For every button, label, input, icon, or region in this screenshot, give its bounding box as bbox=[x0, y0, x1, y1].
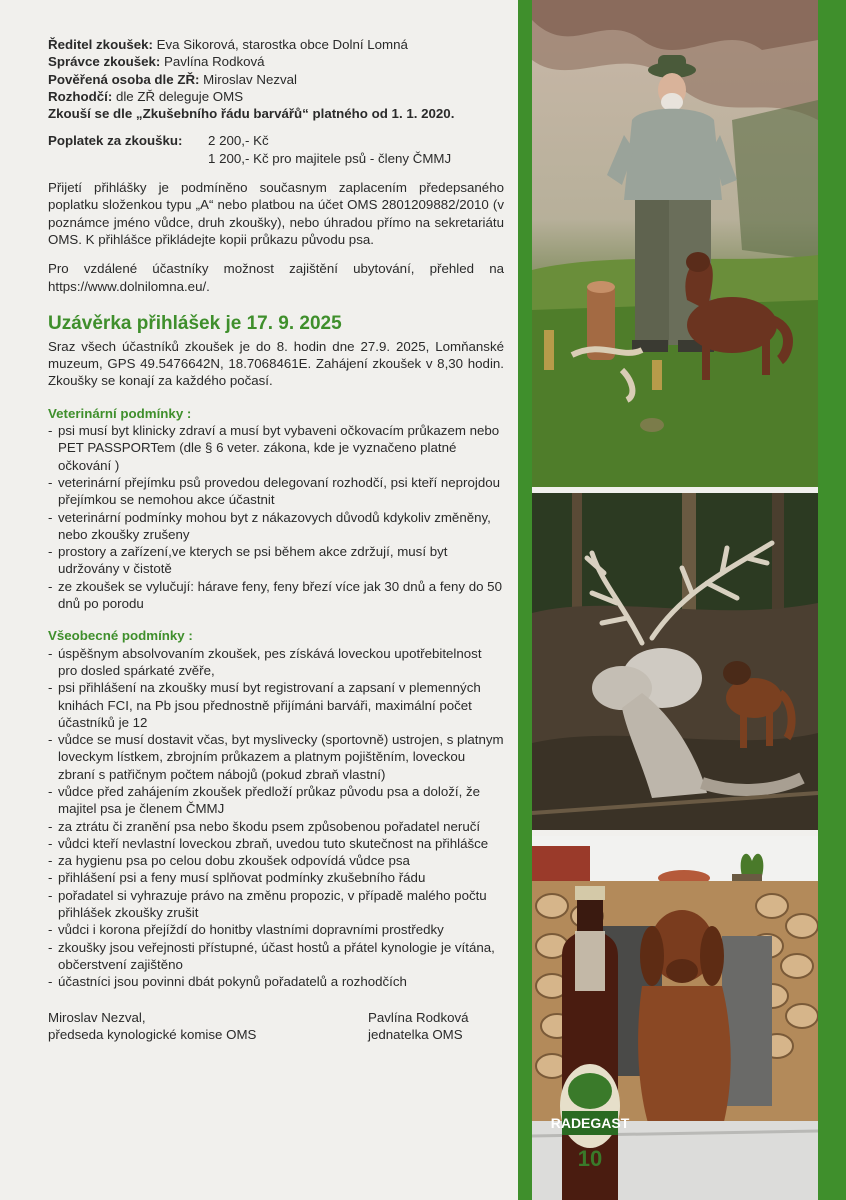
man-with-dog-photo bbox=[532, 0, 818, 487]
list-item: - vůdce se musí dostavit včas, byt myslivecky (sportovně) ustrojen, s platnym loveckym lístkem, zbrojním průkazem a platnym pojištěním, loveckou zbraní s patřičnym počtem nábojů (pokud zbraň vlastní) bbox=[48, 731, 504, 783]
deadline-headline: Uzávěrka přihlášek je 17. 9. 2025 bbox=[48, 312, 342, 334]
list-item: - vůdce před zahájením zkoušek předloží průkaz původu psa a doloží, že majitel psa je členem ČMMJ bbox=[48, 783, 504, 818]
fee-block bbox=[48, 132, 504, 167]
list-item: - vůdci kteří nevlastní loveckou zbraň, uvedou tuto skutečnost na přihlášce bbox=[48, 835, 504, 852]
judges-value: dle ZŘ deleguje OMS bbox=[112, 88, 244, 104]
manager-value: Pavlína Rodková bbox=[160, 54, 265, 70]
manager-line bbox=[48, 53, 504, 70]
list-item: - zkoušky jsou veřejnosti přístupné, účast hostů a přátel kynologie je vítána, občerstvení zajištěno bbox=[48, 939, 504, 974]
list-item: - veterinární podmínky mohou byt z nákazovych důvodů kdykoliv změněny, nebo zkoušky zrušeny bbox=[48, 509, 504, 544]
accommodation-paragraph: Pro vzdálené účastníky možnost zajištění ubytování, přehled na https://www.dolnilomna.eu/. bbox=[48, 261, 504, 294]
signature-left bbox=[48, 1009, 368, 1044]
general-title: Všeobecné podmínky : bbox=[48, 628, 193, 644]
fee-members: 1 200,- Kč pro majitele psů - členy ČMMJ bbox=[208, 150, 452, 166]
director-label: Ředitel zkoušek: bbox=[48, 37, 153, 52]
deadline-paragraph: Sraz všech účastníků zkoušek je do 8. hodin dne 27.9. 2025, Lomňanské muzeum, GPS 49.5476642N, 18.7068461E. Zahájení zkoušek v 8,30 hodin. Zkoušky se konají za každého počasí. bbox=[48, 338, 504, 389]
signature-left-role: předseda kynologické komise OMS bbox=[48, 1026, 257, 1042]
green-stripe-left bbox=[518, 0, 532, 1200]
list-item: - pořadatel si vyhrazuje právo na změnu propozic, v případě malého počtu přihlášek zkoušky zrušit bbox=[48, 887, 504, 922]
director-line bbox=[48, 36, 504, 53]
red-deer-stag-with-dog-photo bbox=[532, 493, 818, 830]
bottle-label-brand: RADEGAST bbox=[550, 1115, 630, 1131]
list-item: - vůdci i korona přejíždí do honitby vlastními dopravními prostředky bbox=[48, 921, 504, 938]
judges-line bbox=[48, 88, 504, 105]
dog-with-beer-bottle-photo bbox=[532, 836, 818, 1200]
signatures bbox=[48, 1009, 504, 1044]
document-body bbox=[48, 36, 504, 1043]
signature-right-name: Pavlína Rodková bbox=[368, 1009, 469, 1025]
director-value: Eva Sikorová, starostka obce Dolní Lomná bbox=[152, 37, 408, 52]
list-item: - účastníci jsou povinni dbát pokynů pořadatelů a rozhodčích bbox=[48, 973, 504, 990]
manager-label: Správce zkoušek: bbox=[48, 54, 161, 70]
delegate-value: Miroslav Nezval bbox=[199, 71, 298, 87]
list-item: - za hygienu psa po celou dobu zkoušek odpovídá vůdce psa bbox=[48, 852, 504, 869]
list-item: - psi přihlášení na zkoušky musí byt registrovaní a zapsaní v plemenných knihách FCI, na Pb jsou přednostně přijímáni barváři, maximální počet účastníků je 12 bbox=[48, 679, 504, 731]
veterinary-list bbox=[48, 422, 504, 612]
general-list bbox=[48, 645, 504, 991]
delegate-label: Pověřená osoba dle ZŘ: bbox=[48, 71, 200, 87]
signature-right bbox=[368, 1009, 469, 1044]
list-item: - veterinární přejímku psů provedou delegovaní rozhodčí, psi kteří neprojdou přejímkou se nemohou akce účastnit bbox=[48, 474, 504, 509]
bottle-label-number: 10 bbox=[577, 1146, 603, 1171]
fee-standard: 2 200,- Kč bbox=[208, 133, 269, 149]
signature-right-role: jednatelka OMS bbox=[368, 1026, 463, 1042]
green-stripe-right bbox=[818, 0, 846, 1200]
fee-label: Poplatek za zkoušku: bbox=[48, 133, 183, 149]
list-item: - psi musí byt klinicky zdraví a musí byt vybaveni očkovacím průkazem nebo PET PASSPORTem (dle § 6 veter. zákona, kde je vyznačeno platné očkování ) bbox=[48, 422, 504, 474]
judges-label: Rozhodčí: bbox=[48, 88, 113, 104]
list-item: - přihlášení psi a feny musí splňovat podmínky zkušebního řádu bbox=[48, 869, 504, 886]
veterinary-title: Veterinární podmínky : bbox=[48, 405, 192, 421]
list-item: - ze zkoušek se vylučují: hárave feny, feny březí více jak 30 dnů a feny do 50 dnů po porodu bbox=[48, 578, 504, 613]
list-item: - prostory a zařízení,ve kterych se psi během akce zdržují, musí byt udržovány v čistotě bbox=[48, 543, 504, 578]
list-item: - úspěšnym absolvovaním zkoušek, pes získává loveckou upotřebitelnost pro dosled spárkaté zvěře, bbox=[48, 645, 504, 680]
list-item: - za ztrátu či zranění psa nebo škodu psem způsobenou pořadatel neručí bbox=[48, 818, 504, 835]
signature-left-name: Miroslav Nezval, bbox=[48, 1009, 146, 1025]
payment-paragraph: Přijetí přihlášky je podmíněno současnym zaplacením předepsaného poplatku složenkou typu „A“ nebo platbou na účet OMS 2801209882/2010 (v poznámce jméno vůdce, druh zkoušky), nebo úhradou přímo na sekretariátu OMS. K přihlášce přikládejte kopii průkazu původu psa. bbox=[48, 180, 504, 247]
rules-line: Zkouší se dle „Zkušebního řádu barvářů“ platného od 1. 1. 2020. bbox=[48, 106, 455, 122]
delegate-line bbox=[48, 71, 504, 88]
